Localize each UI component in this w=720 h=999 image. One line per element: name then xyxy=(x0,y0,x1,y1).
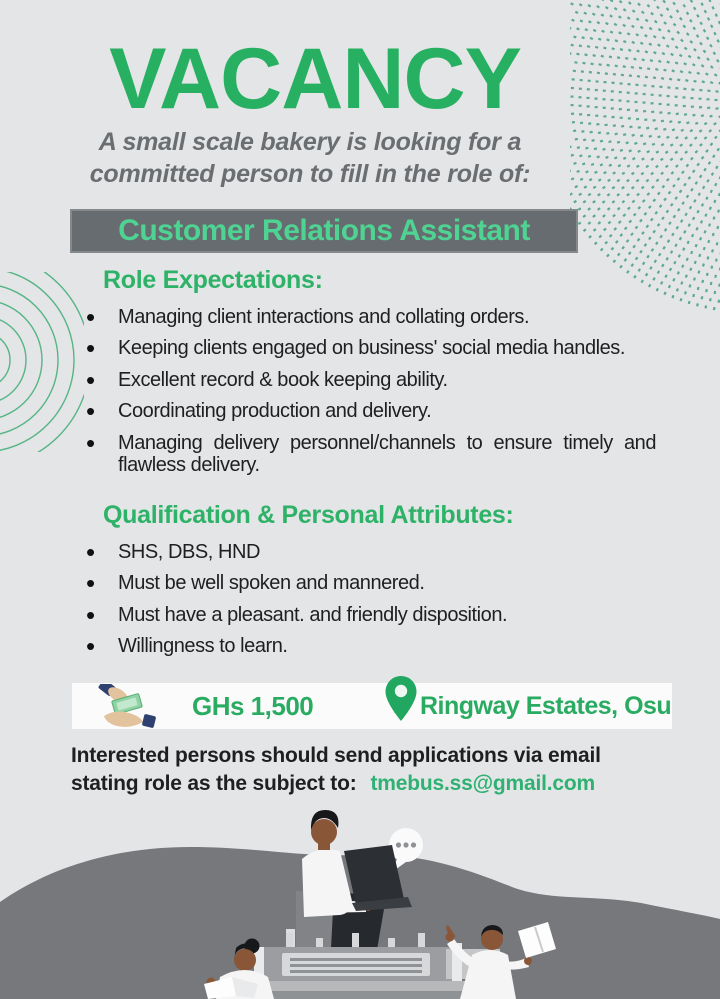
location-text: Ringway Estates, Osu xyxy=(420,692,672,720)
teamwork-illustration xyxy=(0,799,720,999)
subtitle-line1: A small scale bakery is looking for a xyxy=(98,128,522,156)
list-item: • Coordinating production and delivery. xyxy=(78,400,656,422)
salary-location-bar xyxy=(72,683,672,729)
subtitle-line2: committed person to fill in the role of: xyxy=(89,160,531,188)
list-item: • Keeping clients engaged on business' social media handles. xyxy=(78,337,656,359)
list-item: • Excellent record & book keeping ability. xyxy=(78,369,656,391)
concentric-rings-decoration xyxy=(0,272,84,452)
role-banner xyxy=(70,209,578,253)
list-item: • Must have a pleasant. and friendly disposition. xyxy=(78,604,656,626)
list-item: • Managing delivery personnel/channels to ensure timely and flawless delivery. xyxy=(78,432,656,477)
apply-line1: Interested persons should send applications via email xyxy=(71,744,601,767)
poster-subtitle xyxy=(10,126,610,190)
list-item: • SHS, DBS, HND xyxy=(78,541,656,563)
money-hands-icon xyxy=(96,684,162,730)
apply-instructions xyxy=(71,742,691,797)
salary-text: GHs 1,500 xyxy=(192,691,314,721)
list-item: • Must be well spoken and mannered. xyxy=(78,572,656,594)
role-expectations-list xyxy=(78,306,656,476)
role-banner-text: Customer Relations Assistant xyxy=(118,214,530,247)
apply-line2 xyxy=(71,770,691,798)
apply-email: tmebus.ss@gmail.com xyxy=(370,771,595,795)
section-qualifications xyxy=(78,501,656,667)
qualifications-list xyxy=(78,541,656,658)
apply-line2-prefix: stating role as the subject to: xyxy=(71,771,357,795)
list-item: • Managing client interactions and collating orders. xyxy=(78,306,656,328)
list-item: • Willingness to learn. xyxy=(78,635,656,657)
role-expectations-heading: Role Expectations: xyxy=(103,266,323,294)
location-pin-icon xyxy=(384,673,418,725)
qualifications-heading: Qualification & Personal Attributes: xyxy=(103,501,514,529)
section-role-expectations xyxy=(78,266,656,485)
poster-title: VACANCY xyxy=(109,31,521,127)
